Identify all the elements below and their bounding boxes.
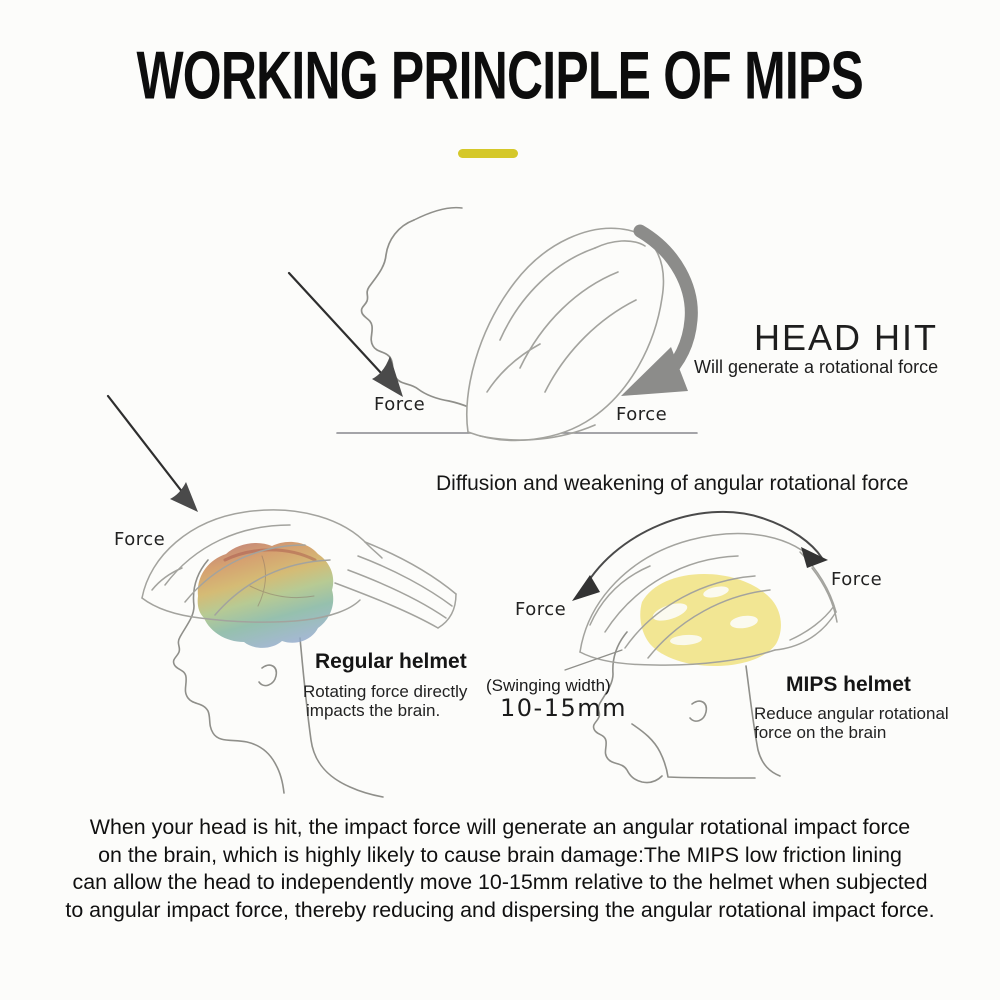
title-accent-dash xyxy=(458,149,518,158)
page-title-text: WORKING PRINCIPLE OF MIPS xyxy=(136,36,864,114)
swinging-width-value: 10-15mm xyxy=(500,694,627,722)
swinging-width-label: (Swinging width) xyxy=(486,676,611,695)
impact-arrow-left xyxy=(108,396,198,512)
regular-helmet-caption-2: impacts the brain. xyxy=(306,701,441,720)
footer-line-4: to angular impact force, thereby reducing and dispersing the angular rotational impact force. xyxy=(65,897,935,922)
footer-line-1: When your head is hit, the impact force will generate an angular rotational impact force xyxy=(89,815,911,839)
force-label-mips-left: Force xyxy=(515,599,567,620)
mips-liner-highlight xyxy=(640,574,781,666)
footer-line-2: on the brain, which is highly likely to cause brain damage:The MIPS low friction lining xyxy=(98,842,902,867)
page-title xyxy=(0,36,1000,114)
mips-helmet-caption-2: force on the brain xyxy=(754,723,887,742)
head-hit-caption: Will generate a rotational force xyxy=(694,357,939,377)
diffusion-heading: Diffusion and weakening of angular rotational force xyxy=(436,472,909,495)
regular-helmet-title: Regular helmet xyxy=(315,650,467,673)
force-label-mips-right: Force xyxy=(831,569,883,590)
mips-helmet-caption-1: Reduce angular rotational xyxy=(754,704,949,723)
footer-line-3: can allow the head to independently move 10-15mm relative to the helmet when subjected xyxy=(72,870,928,895)
force-label-top-right: Force xyxy=(616,404,668,425)
mips-helmet-title: MIPS helmet xyxy=(786,673,911,696)
footer-paragraph xyxy=(0,814,1000,924)
head-hit-title: HEAD HIT xyxy=(754,317,939,358)
falling-head-crown xyxy=(414,208,462,220)
force-label-top-left: Force xyxy=(374,394,426,415)
brain-heatmap xyxy=(198,542,334,648)
regular-helmet-caption-1: Rotating force directly xyxy=(303,682,468,701)
force-label-left-diagram: Force xyxy=(114,529,166,550)
impact-arrow-top xyxy=(289,273,403,397)
